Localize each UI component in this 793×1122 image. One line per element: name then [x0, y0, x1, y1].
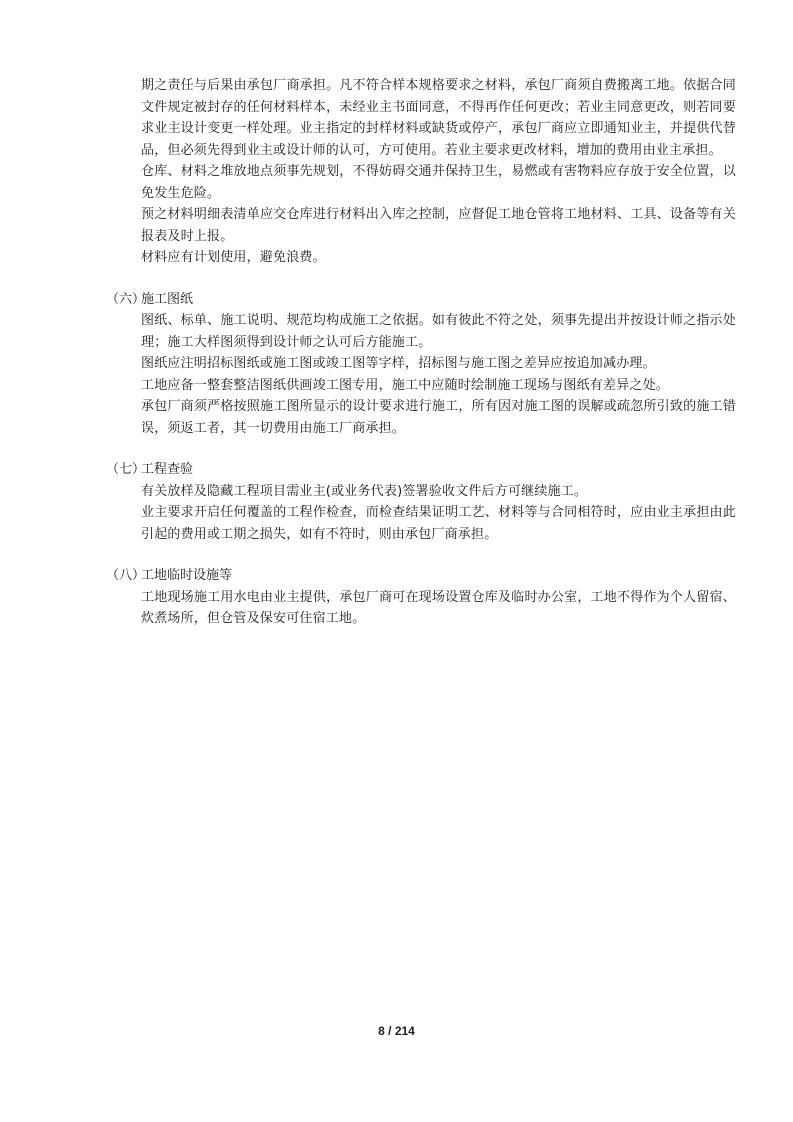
section-title: 工程查验	[141, 462, 194, 477]
section-heading	[106, 565, 736, 587]
section-paragraph: 图纸应注明招标图纸或施工图或竣工图等字样，招标图与施工图之差异应按追加减办理。	[141, 356, 656, 371]
section-drawings	[106, 289, 736, 440]
section-number: （八）	[106, 568, 146, 583]
section-number: （七）	[106, 462, 146, 477]
section-body	[141, 587, 736, 630]
intro-paragraph: 材料应有计划使用，避免浪费。	[141, 250, 326, 265]
intro-paragraph: 仓库、材料之堆放地点须事先规划，不得妨碍交通并保持卫生，易燃或有害物料应存放于安全位置，以免发生危险。	[141, 164, 736, 201]
section-paragraph: 业主要求开启任何覆盖的工程作检查，而检查结果证明工艺、材料等与合同相符时，应由业主承担由此引起的费用或工期之损失，如有不符时，则由承包厂商承担。	[141, 505, 736, 542]
section-heading	[106, 289, 736, 311]
section-paragraph: 承包厂商须严格按照施工图所显示的设计要求进行施工，所有因对施工图的误解或疏忽所引致的施工错误，须返工者，其一切费用由施工厂商承担。	[141, 399, 736, 436]
section-paragraph: 图纸、标单、施工说明、规范均构成施工之依据。如有彼此不符之处，须事先提出并按设计师之指示处理；施工大样图须得到设计师之认可后方能施工。	[141, 313, 736, 350]
section-paragraph: 工地应备一整套整洁图纸供画竣工图专用，施工中应随时绘制施工现场与图纸有差异之处。	[141, 377, 670, 393]
page-content	[106, 75, 736, 630]
section-title: 施工图纸	[141, 291, 194, 307]
section-number: （六）	[106, 291, 146, 307]
section-inspection	[106, 459, 736, 545]
section-body	[141, 310, 736, 439]
section-body	[141, 481, 736, 546]
intro-block	[141, 75, 736, 269]
section-paragraph: 有关放样及隐藏工程项目需业主(或业务代表)签署验收文件后方可继续施工。	[141, 483, 588, 499]
intro-paragraph: 期之责任与后果由承包厂商承担。凡不符合样本规格要求之材料，承包厂商须自费搬离工地。依据合同文件规定被封存的任何材料样本，未经业主书面同意，不得再作任何更改；若业主同意更改，则若同要求业主设计变更一样处理。业主指定的封样材料或缺货或停产，承包厂商应立即通知业主，并提供代替品，但必须先得到业主或设计师的认可，方可使用。若业主要求更改材料，增加的费用由业主承担。	[141, 78, 736, 158]
section-heading	[106, 459, 736, 481]
section-temporary-facilities	[106, 565, 736, 630]
intro-paragraph: 预之材料明细表清单应交仓库进行材料出入库之控制，应督促工地仓管将工地材料、工具、设备等有关报表及时上报。	[141, 207, 736, 244]
page-number: 8 / 214	[378, 1024, 415, 1038]
section-title: 工地临时设施等	[141, 568, 233, 583]
section-paragraph: 工地现场施工用水电由业主提供，承包厂商可在现场设置仓库及临时办公室，工地不得作为个人留宿、炊煮场所，但仓管及保安可住宿工地。	[141, 589, 736, 626]
